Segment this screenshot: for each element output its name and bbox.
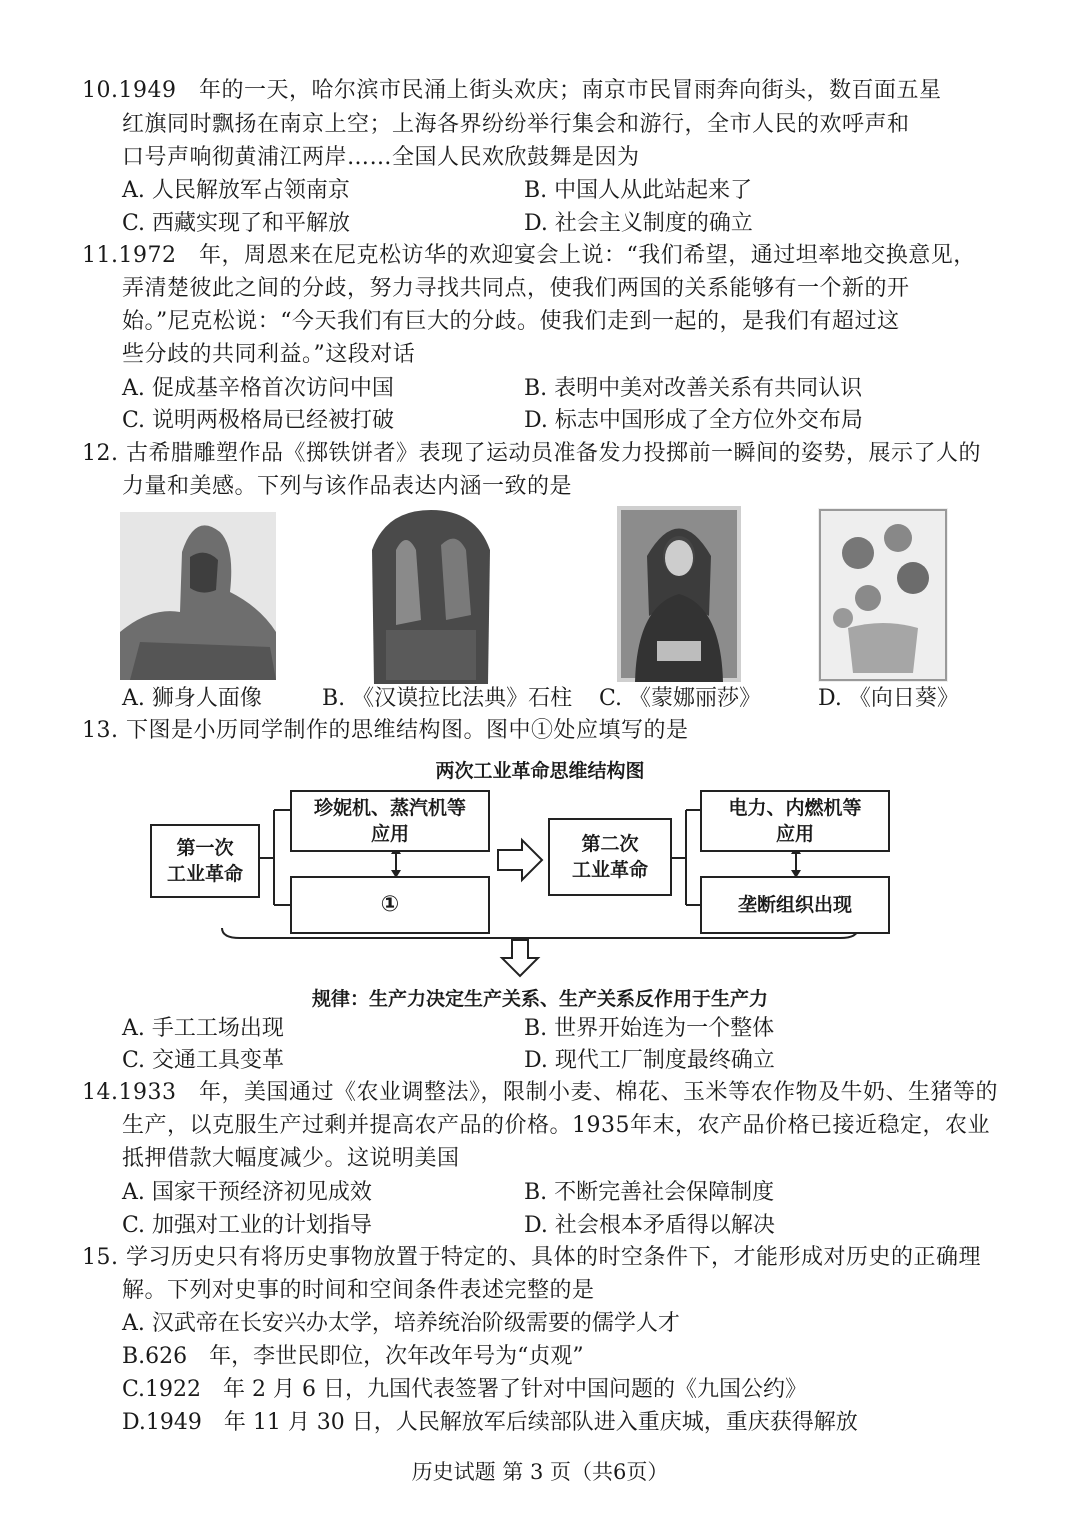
- q15-option-d: D.1949 年 11 月 30 日，人民解放军后续部队进入重庆城，重庆获得解放: [122, 1410, 858, 1435]
- hammurabi-stele-image: [366, 510, 496, 684]
- q14-option-b: B. 不断完善社会保障制度: [524, 1180, 775, 1205]
- q14-option-d: D. 社会根本矛盾得以解决: [524, 1213, 775, 1238]
- q15-option-c: C.1922 年 2 月 6 日，九国代表签署了针对中国问题的《九国公约》: [122, 1377, 807, 1402]
- sphinx-image: [120, 512, 276, 680]
- q12-option-d: D. 《向日葵》: [818, 686, 959, 711]
- q10-stem-line-1: 10.1949 年的一天，哈尔滨市民涌上街头欢庆；南京市民冒雨奔向街头，数百面五星: [82, 78, 942, 103]
- diagram-title: 两次工业革命思维结构图: [435, 760, 645, 782]
- q12-option-b: B. 《汉谟拉比法典》石柱: [322, 686, 573, 711]
- q14-stem-line-2: 生产，以克服生产过剩并提高农产品的价格。1935年末，农产品价格已接近稳定，农业: [122, 1113, 990, 1138]
- q10-option-d: D. 社会主义制度的确立: [524, 211, 753, 236]
- diagram-law: 规律：生产力决定生产关系、生产关系反作用于生产力: [311, 988, 768, 1010]
- q12-stem-line-1: 12. 古希腊雕塑作品《掷铁饼者》表现了运动员准备发力投掷前一瞬间的姿势，展示了人的: [82, 441, 981, 466]
- first-application-box: [290, 790, 490, 852]
- first-industrial-revolution-box: [150, 824, 260, 898]
- second-industrial-revolution-label: 第二次 工业革命: [571, 833, 648, 881]
- q15-stem-line-1: 15. 学习历史只有将历史事物放置于特定的、具体的时空条件下，才能形成对历史的正确理: [82, 1245, 981, 1270]
- q11-stem-line-1: 11.1972 年，周恩来在尼克松访华的欢迎宴会上说：“我们希望，通过坦率地交换意见，: [82, 243, 976, 268]
- first-application-label: 珍妮机、蒸汽机等 应用: [313, 797, 466, 845]
- monopoly-label: 垄断组织出现: [737, 894, 852, 916]
- q10-option-c: C. 西藏实现了和平解放: [122, 211, 351, 236]
- second-industrial-revolution-box: [548, 818, 672, 896]
- q15-stem-line-2: 解。下列对史事的时间和空间条件表述完整的是: [122, 1278, 595, 1303]
- q12-stem-line-2: 力量和美感。下列与该作品表达内涵一致的是: [122, 474, 573, 499]
- q10-option-b: B. 中国人从此站起来了: [524, 178, 753, 203]
- blank-1-box: [290, 876, 490, 934]
- q13-option-d: D. 现代工厂制度最终确立: [524, 1048, 775, 1073]
- q10-stem-line-3: 口号声响彻黄浦江两岸……全国人民欢欣鼓舞是因为: [122, 145, 640, 170]
- q12-option-c: C. 《蒙娜丽莎》: [599, 686, 762, 711]
- second-application-label: 电力、内燃机等 应用: [728, 797, 862, 845]
- mona-lisa-image: [617, 506, 741, 682]
- q10-option-a: A. 人民解放军占领南京: [122, 178, 350, 203]
- q15-option-a: A. 汉武帝在长安兴办太学，培养统治阶级需要的儒学人才: [122, 1311, 680, 1336]
- q10-stem-line-2: 红旗同时飘扬在南京上空；上海各界纷纷举行集会和游行，全市人民的欢呼声和: [122, 112, 910, 137]
- q11-option-b: B. 表明中美对改善关系有共同认识: [524, 376, 863, 401]
- q13-option-c: C. 交通工具变革: [122, 1048, 285, 1073]
- monopoly-box: [700, 876, 890, 934]
- first-industrial-revolution-label: 第一次 工业革命: [166, 837, 243, 885]
- sunflowers-image: [818, 508, 948, 682]
- second-application-box: [700, 790, 890, 852]
- q12-option-a: A. 狮身人面像: [122, 686, 262, 711]
- q14-option-c: C. 加强对工业的计划指导: [122, 1213, 373, 1238]
- q11-stem-line-2: 弄清楚彼此之间的分歧，努力寻找共同点，使我们两国的关系能够有一个新的开: [122, 276, 910, 301]
- q13-stem-line-1: 13. 下图是小历同学制作的思维结构图。图中①处应填写的是: [82, 718, 689, 743]
- page-footer: 历史试题 第 3 页（共6页）: [411, 1460, 669, 1484]
- q11-stem-line-4: 些分歧的共同利益。”这段对话: [122, 342, 416, 367]
- q14-stem-line-3: 抵押借款大幅度减少。这说明美国: [122, 1146, 460, 1171]
- q11-option-d: D. 标志中国形成了全方位外交布局: [524, 408, 863, 433]
- q11-stem-line-3: 始。”尼克松说：“今天我们有巨大的分歧。使我们走到一起的，是我们有超过这: [122, 309, 900, 334]
- q11-option-c: C. 说明两极格局已经被打破: [122, 408, 395, 433]
- q14-option-a: A. 国家干预经济初见成效: [122, 1180, 372, 1205]
- q11-option-a: A. 促成基辛格首次访问中国: [122, 376, 394, 401]
- blank-1-label: ①: [380, 892, 400, 917]
- q13-option-a: A. 手工工场出现: [122, 1016, 284, 1041]
- q15-option-b: B.626 年，李世民即位，次年改年号为“贞观”: [122, 1344, 584, 1369]
- q13-option-b: B. 世界开始连为一个整体: [524, 1016, 775, 1041]
- q14-stem-line-1: 14.1933 年，美国通过《农业调整法》，限制小麦、棉花、玉米等农作物及牛奶、生猪等的: [82, 1080, 998, 1105]
